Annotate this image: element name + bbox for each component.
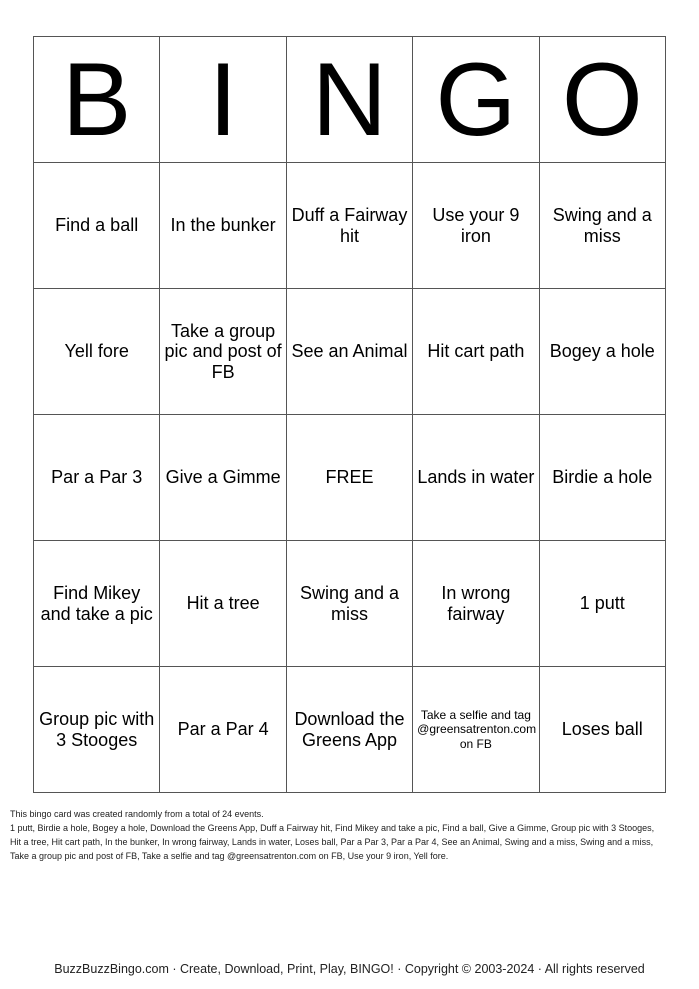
- bingo-cell: Take a selfie and tag @greensatrenton.com on FB: [413, 667, 539, 793]
- bingo-cell: Birdie a hole: [539, 415, 665, 541]
- bingo-row: [34, 289, 666, 415]
- header-row: [34, 37, 666, 163]
- bingo-cell: Use your 9 iron: [413, 163, 539, 289]
- free-space-cell: FREE: [286, 415, 412, 541]
- bingo-cell: Give a Gimme: [160, 415, 286, 541]
- bingo-cell: Find Mikey and take a pic: [34, 541, 160, 667]
- notes-event-list: 1 putt, Birdie a hole, Bogey a hole, Download the Greens App, Duff a Fairway hit, Find Mikey and take a pic, Find a ball, Give a Gimme, Group pic with 3 Stooges,: [10, 823, 655, 833]
- bingo-cell: Loses ball: [539, 667, 665, 793]
- bingo-cell: Swing and a miss: [286, 541, 412, 667]
- bingo-cell: Yell fore: [34, 289, 160, 415]
- header-letter-b: B: [34, 37, 160, 163]
- header-letter-i: I: [160, 37, 286, 163]
- bingo-cell: In the bunker: [160, 163, 286, 289]
- bingo-cell: Take a group pic and post of FB: [160, 289, 286, 415]
- bingo-cell: Find a ball: [34, 163, 160, 289]
- notes-summary: This bingo card was created randomly from a total of 24 events.: [10, 809, 264, 819]
- bingo-cell: 1 putt: [539, 541, 665, 667]
- bingo-card: [33, 36, 666, 793]
- bingo-cell: Hit cart path: [413, 289, 539, 415]
- notes-event-list: Hit a tree, Hit cart path, In the bunker, In wrong fairway, Lands in water, Loses ball, Par a Par 3, Par a Par 4, See an Animal, Swing and a miss, Swing and a miss,: [10, 837, 654, 847]
- bingo-cell: In wrong fairway: [413, 541, 539, 667]
- bingo-cell: Duff a Fairway hit: [286, 163, 412, 289]
- header-letter-o: O: [539, 37, 665, 163]
- bingo-cell: Swing and a miss: [539, 163, 665, 289]
- bingo-row: [34, 415, 666, 541]
- bingo-cell: Download the Greens App: [286, 667, 412, 793]
- bingo-cell: Par a Par 3: [34, 415, 160, 541]
- bingo-cell: Hit a tree: [160, 541, 286, 667]
- header-letter-g: G: [413, 37, 539, 163]
- header-letter-n: N: [286, 37, 412, 163]
- footer-copyright: BuzzBuzzBingo.com · Create, Download, Print, Play, BINGO! · Copyright © 2003-2024 · All rights reserved: [54, 962, 645, 976]
- bingo-row: [34, 541, 666, 667]
- card-notes: [10, 807, 690, 863]
- notes-event-list: Take a group pic and post of FB, Take a selfie and tag @greensatrenton.com on FB, Use your 9 iron, Yell fore.: [10, 851, 449, 861]
- bingo-row: [34, 667, 666, 793]
- bingo-cell: Par a Par 4: [160, 667, 286, 793]
- bingo-cell: Bogey a hole: [539, 289, 665, 415]
- bingo-cell: Lands in water: [413, 415, 539, 541]
- bingo-cell: Group pic with 3 Stooges: [34, 667, 160, 793]
- bingo-row: [34, 163, 666, 289]
- bingo-cell: See an Animal: [286, 289, 412, 415]
